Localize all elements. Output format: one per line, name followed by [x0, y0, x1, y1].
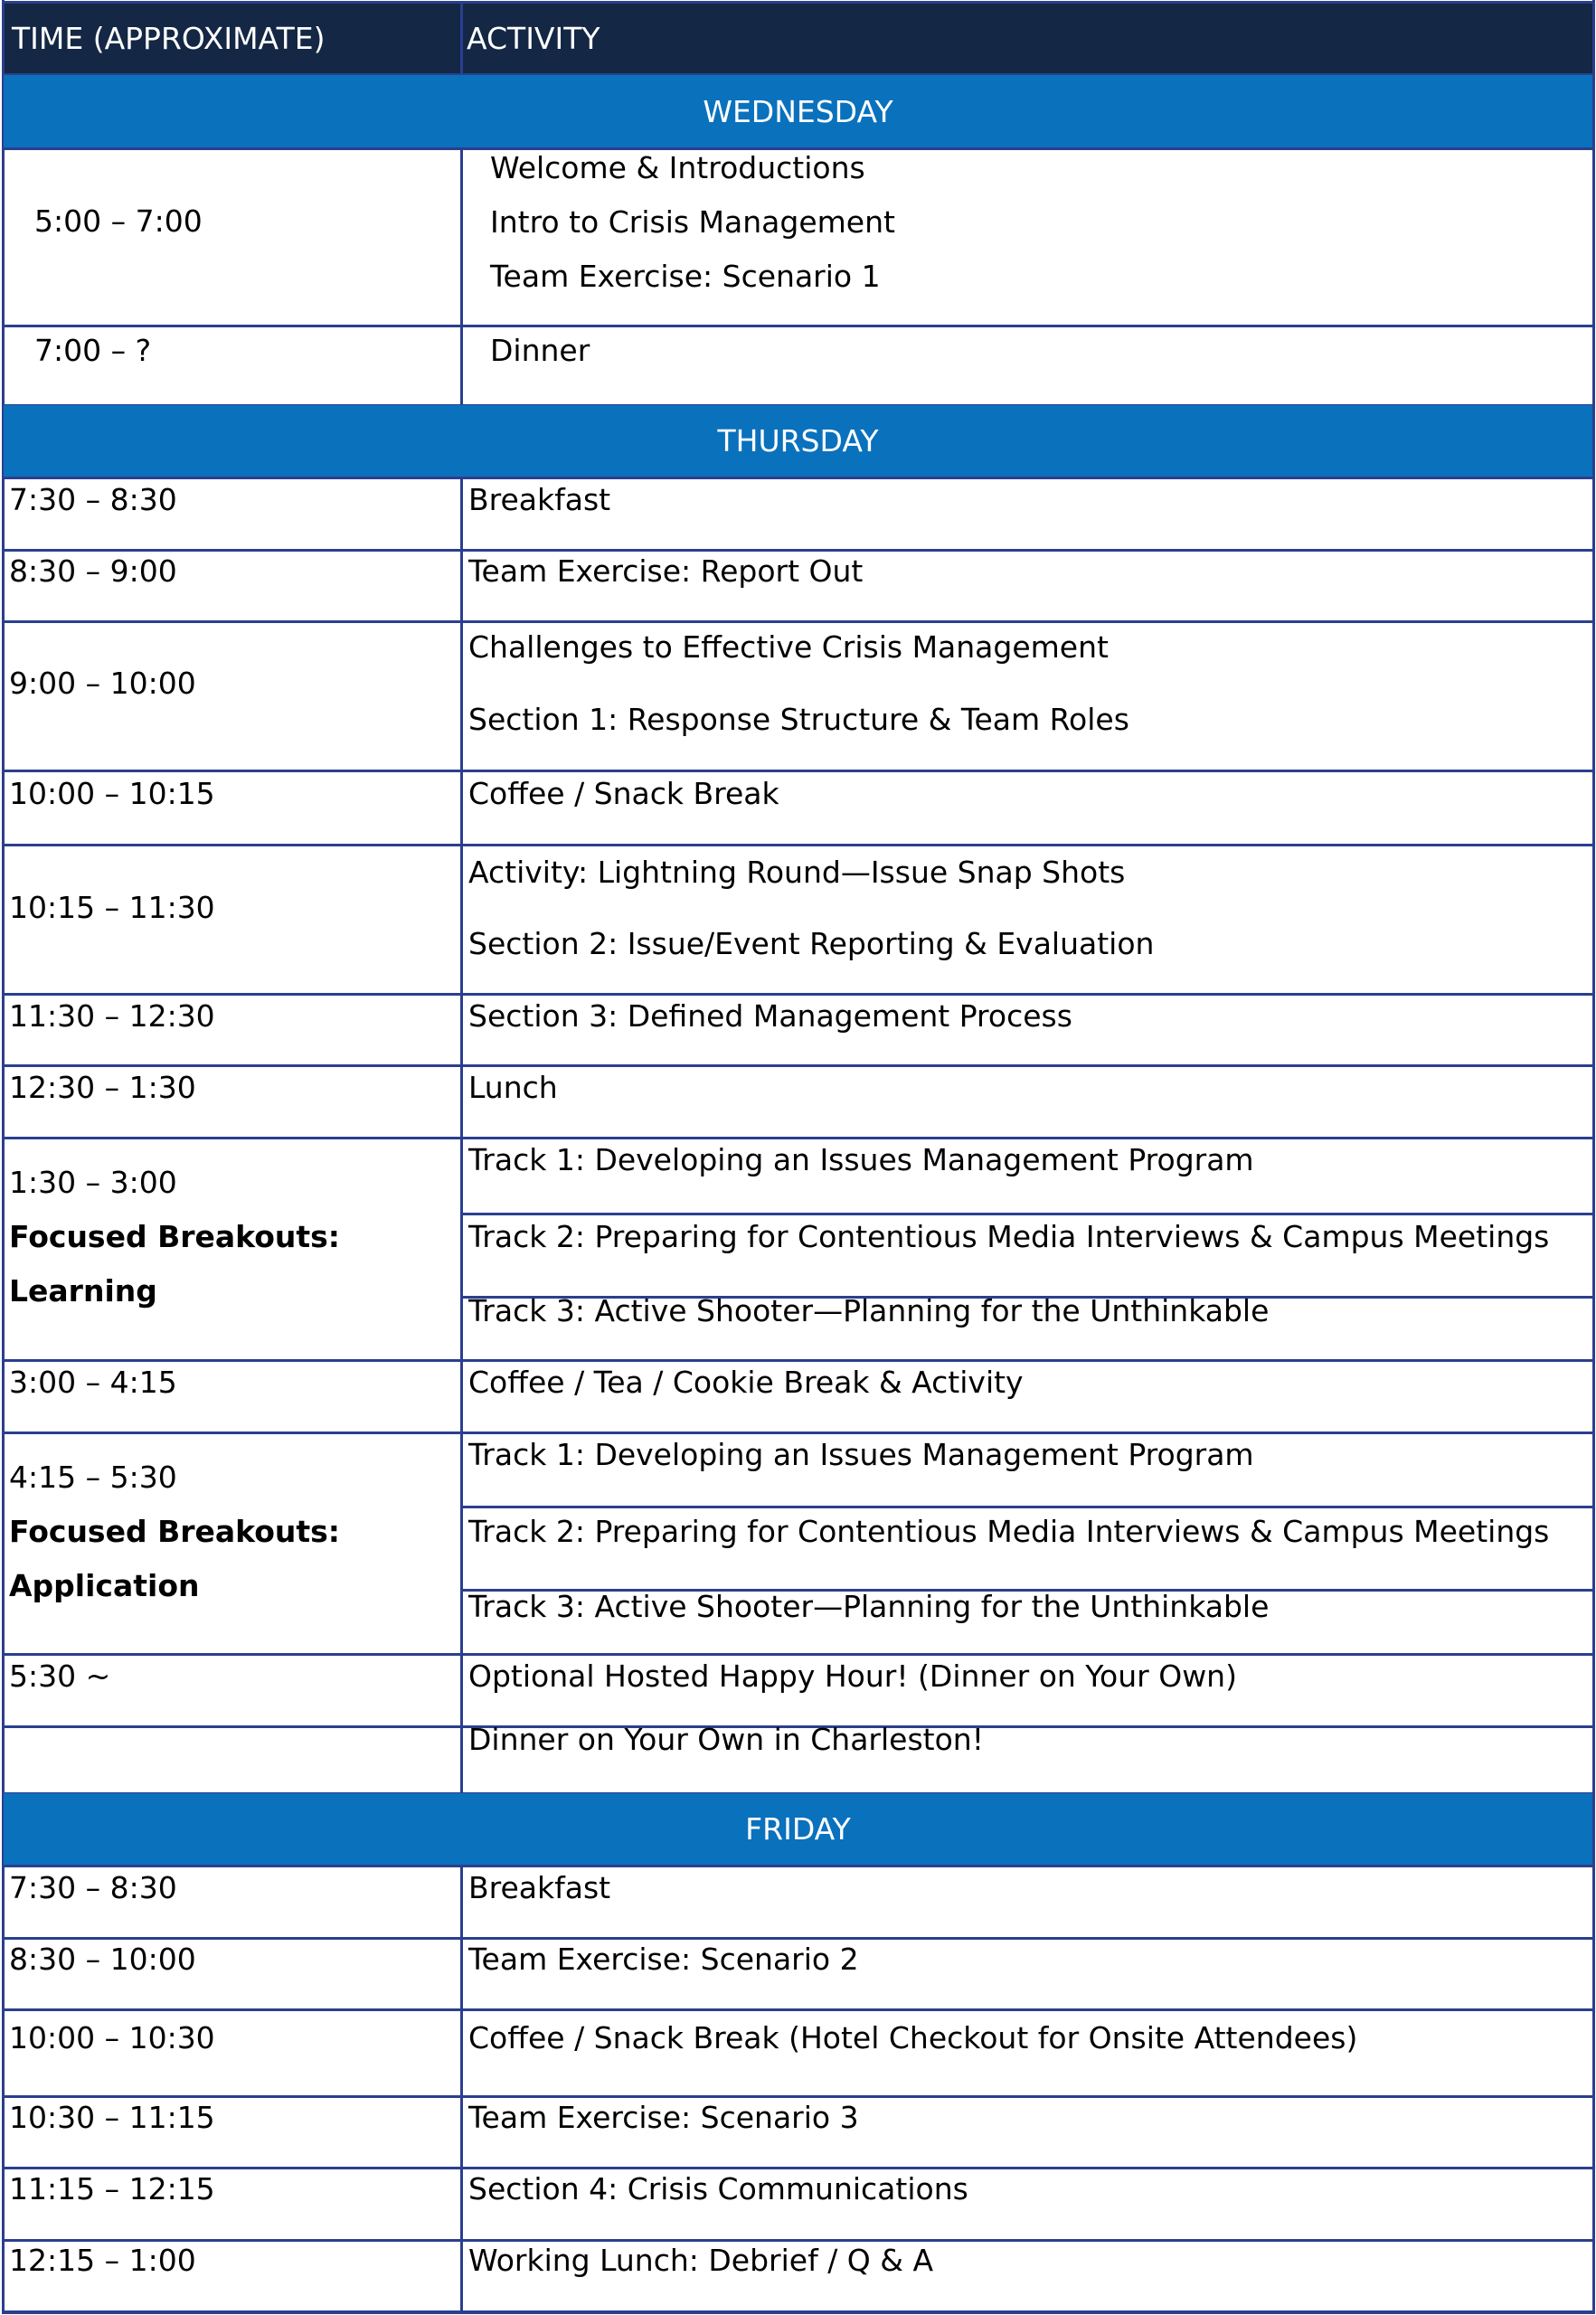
- time-cell-text: 10:00 – 10:15: [9, 776, 215, 811]
- activity-cell-text: Team Exercise: Scenario 1: [490, 259, 881, 294]
- row-divider: [3, 549, 1593, 552]
- track-divider: [461, 1213, 1593, 1215]
- activity-cell-text: Activity: Lightning Round—Issue Snap Shots: [468, 855, 1126, 890]
- day-header-wednesday: [4, 75, 1592, 148]
- activity-cell-text: Working Lunch: Debrief / Q & A: [468, 2243, 934, 2278]
- row-divider: [3, 2167, 1593, 2169]
- row-divider: [3, 1064, 1593, 1067]
- activity-cell-text: Welcome & Introductions: [490, 150, 865, 185]
- header-activity-label: ACTIVITY: [467, 21, 600, 56]
- activity-cell-text: Optional Hosted Happy Hour! (Dinner on Your Own): [468, 1658, 1237, 1694]
- activity-cell-text: Team Exercise: Scenario 3: [468, 2100, 859, 2135]
- time-cell-text: 10:00 – 10:30: [9, 2020, 215, 2055]
- row-divider: [3, 993, 1593, 996]
- column-divider: [460, 770, 463, 845]
- header-time-label: TIME (APPROXIMATE): [12, 21, 326, 56]
- column-divider: [460, 3, 463, 74]
- activity-cell-text: Track 1: Developing an Issues Management Program: [468, 1142, 1254, 1177]
- column-divider: [460, 994, 463, 1065]
- time-cell-text: 8:30 – 9:00: [9, 553, 177, 589]
- time-cell-text: 7:00 – ?: [34, 333, 152, 368]
- time-cell-text: 7:30 – 8:30: [9, 1870, 177, 1905]
- activity-cell-text: Section 4: Crisis Communications: [468, 2171, 968, 2206]
- activity-cell-text: Track 3: Active Shooter—Planning for the Unthinkable: [468, 1293, 1270, 1328]
- day-divider: [3, 477, 1593, 479]
- activity-cell-text: Track 1: Developing an Issues Management Program: [468, 1437, 1254, 1472]
- day-header-label: FRIDAY: [745, 1811, 851, 1847]
- time-cell-text: 8:30 – 10:00: [9, 1942, 196, 1977]
- time-cell-text: 5:30 ~: [9, 1658, 111, 1694]
- table-top-border: [2, 1, 1595, 4]
- activity-cell-text: Track 2: Preparing for Contentious Media Interviews & Campus Meetings: [468, 1514, 1550, 1549]
- column-divider: [460, 2096, 463, 2168]
- activity-cell-text: Track 3: Active Shooter—Planning for the Unthinkable: [468, 1589, 1270, 1624]
- activity-cell-text: Coffee / Tea / Cookie Break & Activity: [468, 1365, 1024, 1400]
- activity-cell-text: Breakfast: [468, 1870, 611, 1905]
- column-divider: [460, 845, 463, 994]
- column-divider: [460, 477, 463, 550]
- time-cell-text: 10:15 – 11:30: [9, 890, 215, 925]
- column-divider: [460, 621, 463, 770]
- row-divider: [3, 2239, 1593, 2242]
- column-divider: [460, 1654, 463, 1726]
- time-cell-text: 9:00 – 10:00: [9, 666, 196, 701]
- column-divider: [2, 0, 5, 2314]
- time-cell-subtitle: Application: [9, 1568, 200, 1603]
- row-divider: [3, 844, 1593, 846]
- time-cell-text: 12:15 – 1:00: [9, 2243, 196, 2278]
- column-divider: [460, 2009, 463, 2096]
- row-divider: [3, 1359, 1593, 1362]
- row-divider: [3, 1653, 1593, 1656]
- day-header-label: THURSDAY: [717, 423, 879, 458]
- activity-cell-text: Team Exercise: Scenario 2: [468, 1942, 859, 1977]
- activity-cell-text: Dinner: [490, 333, 590, 368]
- day-header-thursday: [4, 405, 1592, 477]
- row-divider: [3, 770, 1593, 772]
- day-header-label: WEDNESDAY: [703, 93, 893, 129]
- activity-cell-text: Coffee / Snack Break: [468, 776, 779, 811]
- row-divider: [3, 620, 1593, 623]
- column-divider: [460, 1432, 463, 1654]
- time-cell-text: 12:30 – 1:30: [9, 1070, 196, 1105]
- activity-cell-text: Intro to Crisis Management: [490, 204, 895, 240]
- activity-cell-text: Section 1: Response Structure & Team Roles: [468, 702, 1129, 737]
- row-divider: [3, 2310, 1593, 2313]
- time-cell-subtitle: Focused Breakouts:: [9, 1219, 340, 1254]
- column-divider: [1592, 0, 1595, 2314]
- time-cell-text: 11:15 – 12:15: [9, 2171, 215, 2206]
- time-cell-subtitle: Learning: [9, 1273, 157, 1309]
- activity-cell-text: Challenges to Effective Crisis Management: [468, 629, 1109, 665]
- column-divider: [460, 1360, 463, 1432]
- activity-cell-text: Section 3: Defined Management Process: [468, 998, 1072, 1034]
- column-divider: [460, 1065, 463, 1138]
- time-cell-text: 7:30 – 8:30: [9, 482, 177, 517]
- activity-cell-text: Lunch: [468, 1070, 558, 1105]
- activity-cell-text: Track 2: Preparing for Contentious Media Interviews & Campus Meetings: [468, 1219, 1550, 1254]
- column-divider: [460, 2168, 463, 2240]
- time-cell-subtitle: Focused Breakouts:: [9, 1514, 340, 1549]
- row-divider: [3, 1137, 1593, 1139]
- row-divider: [3, 325, 1593, 327]
- header-time-cell: [3, 3, 461, 73]
- row-divider: [3, 1432, 1593, 1434]
- activity-cell-text: Breakfast: [468, 482, 611, 517]
- time-cell-text: 1:30 – 3:00: [9, 1165, 177, 1200]
- column-divider: [460, 550, 463, 621]
- row-divider: [3, 1937, 1593, 1940]
- column-divider: [460, 326, 463, 405]
- time-cell-text: 5:00 – 7:00: [34, 203, 203, 239]
- column-divider: [460, 148, 463, 326]
- time-cell-text: 4:15 – 5:30: [9, 1460, 177, 1495]
- column-divider: [460, 2240, 463, 2311]
- header-activity-cell: [461, 3, 1593, 73]
- activity-cell-text: Section 2: Issue/Event Reporting & Evaluation: [468, 926, 1155, 961]
- activity-cell-text: Coffee / Snack Break (Hotel Checkout for Onsite Attendees): [468, 2020, 1358, 2055]
- time-cell-text: 3:00 – 4:15: [9, 1365, 177, 1400]
- column-divider: [460, 1726, 463, 1793]
- day-header-friday: [4, 1793, 1592, 1866]
- column-divider: [460, 1938, 463, 2009]
- track-divider: [461, 1506, 1593, 1508]
- time-cell-text: 11:30 – 12:30: [9, 998, 215, 1034]
- activity-cell-text: Dinner on Your Own in Charleston!: [468, 1722, 984, 1757]
- activity-cell-text: Team Exercise: Report Out: [468, 553, 864, 589]
- day-divider: [3, 1865, 1593, 1867]
- column-divider: [460, 1866, 463, 1938]
- time-cell-text: 10:30 – 11:15: [9, 2100, 215, 2135]
- column-divider: [460, 1138, 463, 1360]
- row-divider: [3, 2008, 1593, 2011]
- row-divider: [3, 2095, 1593, 2098]
